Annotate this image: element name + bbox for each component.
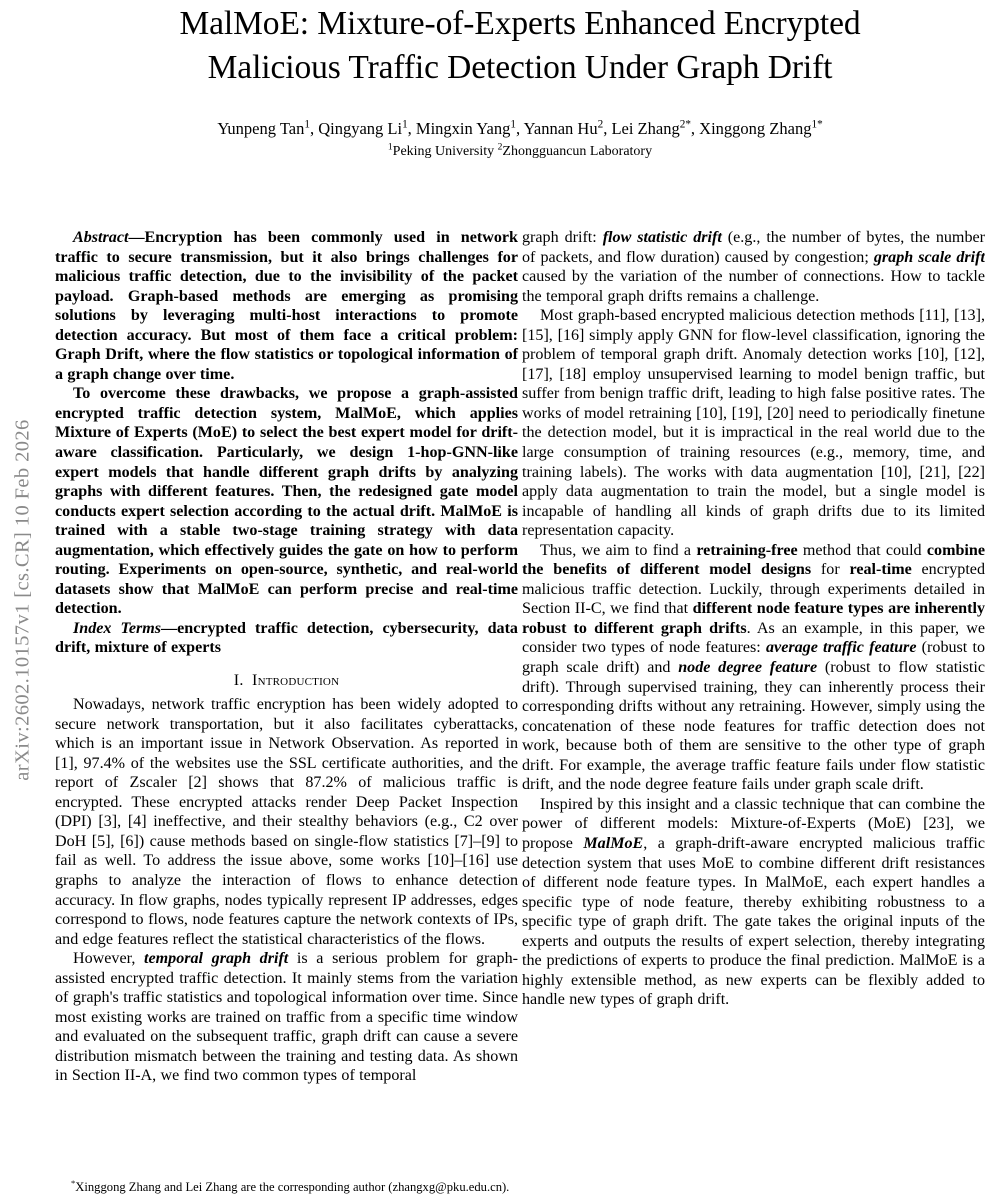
emphasis-malmoe: MalMoE bbox=[583, 834, 644, 852]
author-affiliation-marker: 2* bbox=[679, 118, 691, 131]
author-affiliation-marker: 1 bbox=[304, 118, 310, 131]
intro-text-5-f: . As an example, in this paper, we consider two types of node features: bbox=[522, 619, 985, 657]
author-entry bbox=[611, 119, 690, 138]
affiliation-name: Peking University bbox=[392, 144, 495, 159]
abstract-text-1: Encryption has been commonly used in network traffic to secure transmission, but it also brings challenges for malicious traffic detection, due to the invisibility of the packet payload. Graph-based methods are emerging as promising solutions by leveraging multi-host interactions to promote detection accuracy. But most of them face a critical problem: Graph Drift, where the flow statistics or topological information of a graph change over time. bbox=[55, 229, 518, 383]
affiliation-entry bbox=[498, 144, 652, 159]
author-entry bbox=[416, 119, 516, 138]
left-column bbox=[55, 228, 518, 1200]
emphasis-real-time: real-time bbox=[849, 561, 912, 579]
intro-text-2-post: is a serious problem for graph-assisted encrypted traffic detection. It mainly stems from the variation of graph's traffic statistics and topological information over time. Since most existing works are trained on traffic from a specific time window and evaluated on the subsequent traffic, graph drift can cause a severe distribution mismatch between the training and testing data. As shown in Section II-A, we find two common types of temporal bbox=[55, 950, 518, 1085]
emphasis-graph-scale-drift: graph scale drift bbox=[873, 248, 985, 266]
intro-text-3-b: (e.g., the number of bytes, the number of packets, and flow duration) caused by congestion; bbox=[522, 229, 985, 266]
author-separator: , bbox=[603, 119, 612, 138]
author-separator: , bbox=[407, 119, 416, 138]
page-title bbox=[55, 2, 985, 90]
affiliation-marker: 1 bbox=[387, 142, 393, 153]
index-terms-label: Index Terms bbox=[73, 619, 162, 637]
intro-text-3-c: caused by the variation of the number of connections. How to tackle the temporal graph drifts remains a challenge. bbox=[522, 268, 985, 305]
emphasis-flow-statistic-drift: flow statistic drift bbox=[602, 229, 722, 246]
author-name: Lei Zhang bbox=[611, 119, 680, 138]
intro-text-5-g: (robust to graph scale drift) and bbox=[522, 639, 985, 677]
author-entry bbox=[217, 119, 310, 138]
author-affiliation-marker: 1 bbox=[510, 118, 516, 131]
intro-text-6-b: , a graph-drift-aware encrypted malicious traffic detection system that uses MoE to combine different drift resistances of different node feature types. In MalMoE, each expert handles a specific type of node feature, thereby exhibiting robustness to a specific type of graph drift. The gate takes the original inputs of the experts and outputs the results of expert selection, thereby integrating the predictions of experts to produce the final prediction. MalMoE is a highly extensible method, as new experts can be flexibly added to handle new types of graph drift. bbox=[522, 834, 985, 1009]
intro-text-3-a: graph drift: bbox=[522, 229, 603, 246]
intro-text-5-d: for bbox=[811, 561, 850, 579]
emphasis-temporal-graph-drift: temporal graph drift bbox=[144, 950, 289, 968]
authors-block bbox=[55, 118, 985, 162]
author-name: Yannan Hu bbox=[523, 119, 598, 138]
author-affiliation-marker: 1 bbox=[402, 118, 408, 131]
arxiv-stamp bbox=[0, 0, 46, 1200]
emphasis-retraining-free: retraining-free bbox=[696, 541, 798, 559]
emphasis-average-traffic-feature: average traffic feature bbox=[766, 639, 917, 657]
intro-text-5-e: encrypted malicious traffic detection. Luckily, through experiments detailed in Section II-C, we find that bbox=[522, 561, 985, 618]
intro-text-5-c: method that could bbox=[797, 541, 927, 559]
author-name: Qingyang Li bbox=[318, 119, 403, 138]
affiliation-list bbox=[55, 142, 985, 162]
section-number: I. bbox=[233, 672, 244, 690]
intro-paragraph-2 bbox=[55, 949, 518, 1086]
intro-paragraph-1 bbox=[55, 695, 518, 949]
author-affiliation-marker: 2 bbox=[597, 118, 604, 131]
author-separator: , bbox=[515, 119, 524, 138]
author-list bbox=[55, 118, 985, 140]
paper-title-line-1: MalMoE: Mixture-of-Experts Enhanced Encrypted bbox=[179, 5, 861, 42]
intro-paragraph-5 bbox=[522, 541, 985, 795]
footnote bbox=[55, 1177, 518, 1196]
section-heading-introduction bbox=[55, 671, 518, 691]
footnote-marker: * bbox=[71, 1177, 76, 1188]
author-name: Xinggong Zhang bbox=[699, 119, 812, 138]
author-separator: , bbox=[690, 119, 700, 138]
footnote-paragraph bbox=[55, 1177, 518, 1196]
intro-paragraph-3 bbox=[522, 228, 985, 306]
author-name: Yunpeng Tan bbox=[217, 119, 305, 138]
author-entry bbox=[524, 119, 604, 138]
abstract-text-2: To overcome these drawbacks, we propose a graph-assisted encrypted traffic detection system, MalMoE, which applies Mixture of Experts (MoE) to select the best expert model for drift-aware classification. Particularly, we design 1-hop-GNN-like expert models that handle different graph drifts by analyzing graphs with different features. Then, the redesigned gate model conducts expert selection according to the actual drift. MalMoE is trained with a stable two-stage training strategy with data augmentation, which effectively guides the gate on how to perform routing. Experiments on open-source, synthetic, and real-world datasets show that MalMoE can perform precise and real-time detection. bbox=[55, 385, 518, 618]
author-separator: , bbox=[309, 119, 319, 138]
author-entry bbox=[318, 119, 407, 138]
footnote-text: Xinggong Zhang and Lei Zhang are the corresponding author (zhangxg@pku.edu.cn). bbox=[75, 1179, 510, 1194]
intro-paragraph-4 bbox=[522, 306, 985, 541]
intro-paragraph-6 bbox=[522, 795, 985, 1010]
intro-text-5-h: (robust to flow statistic drift). Through supervised training, they can inherently process their corresponding drifts without any retraining. However, simply using the concatenation of these node features for traffic detection does not work, because both of them are sensitive to the other type of graph drift. For example, the average traffic feature fails under flow statistic drift, and the node degree feature fails under graph scale drift. bbox=[522, 659, 985, 794]
arxiv-stamp-text: arXiv:2602.10157v1 [cs.CR] 10 Feb 2026 bbox=[11, 419, 34, 781]
intro-text-5-a: Thus, we aim to find a bbox=[540, 541, 697, 559]
intro-text-4: Most graph-based encrypted malicious detection methods [11], [13], [15], [16] simply apply GNN for flow-level classification, ignoring the problem of temporal graph drift. Anomaly detection works [10], [12], [17], [18] employ unsupervised learning to model benign traffic, but suffer from benign traffic drift, leading to high false positive rates. The works of model retraining [10], [19], [20] need to periodically finetune the detection model, but it is impractical in the real world due to the large consumption of training resources (e.g., memory, time, and training labels). The works with data augmentation [10], [21], [22] apply data augmentation to train the model, but a single model is incapable of handling all kinds of graph drifts due to its limited representation capacity. bbox=[522, 307, 985, 540]
intro-text-2-pre: However, bbox=[73, 950, 145, 968]
emphasis-combine-benefits: combine the benefits of different model designs bbox=[522, 541, 985, 579]
emphasis-node-feature-types: different node feature types are inherently robust to different graph drifts bbox=[522, 600, 985, 637]
author-name: Mingxin Yang bbox=[415, 119, 511, 138]
right-column bbox=[522, 228, 985, 1200]
index-terms-paragraph bbox=[55, 619, 518, 658]
author-entry bbox=[699, 119, 823, 138]
two-column-body bbox=[55, 228, 985, 1200]
affiliation-name: Zhongguancun Laboratory bbox=[502, 144, 653, 159]
author-affiliation-marker: 1* bbox=[811, 118, 823, 131]
affiliation-marker: 2 bbox=[497, 142, 503, 153]
affiliation-entry bbox=[388, 144, 494, 159]
paper-page bbox=[55, 0, 985, 1200]
index-terms-text: encrypted traffic detection, cybersecurity, data drift, mixture of experts bbox=[55, 619, 518, 657]
abstract-paragraph-2 bbox=[55, 384, 518, 619]
abstract-paragraph-1 bbox=[55, 228, 518, 384]
abstract-label: Abstract bbox=[73, 229, 129, 246]
title-block bbox=[55, 0, 985, 162]
emphasis-node-degree-feature: node degree feature bbox=[678, 659, 818, 677]
paper-title-line-2: Malicious Traffic Detection Under Graph Drift bbox=[207, 49, 833, 86]
section-title: Introduction bbox=[252, 672, 340, 690]
abstract-dash: — bbox=[128, 229, 145, 246]
intro-text-6-a: Inspired by this insight and a classic technique that can combine the power of different models: Mixture-of-Experts (MoE) [23], we propose bbox=[522, 795, 985, 852]
intro-text-1: Nowadays, network traffic encryption has been widely adopted to secure network transportation, but it also facilitates cyberattacks, which is an important issue in Network Observation. As reported in [1], 97.4% of the websites use the SSL certificate authorities, and the report of Zscaler [2] shows that 87.2% of malicious traffic is encrypted. These encrypted attacks render Deep Packet Inspection (DPI) [3], [4] ineffective, and their stealthy behaviors (e.g., C2 over DoH [5], [6]) cause methods based on single-flow statistics [7]–[9] to fail as well. To address the issue above, some works [10]–[16] use graphs to analyze the interaction of flows to enhance detection accuracy. In flow graphs, nodes typically represent IP addresses, edges correspond to flows, node features capture the network contexts of IPs, and edge features reflect the statistical characteristics of the flows. bbox=[55, 696, 518, 948]
index-terms-dash: — bbox=[161, 619, 178, 637]
